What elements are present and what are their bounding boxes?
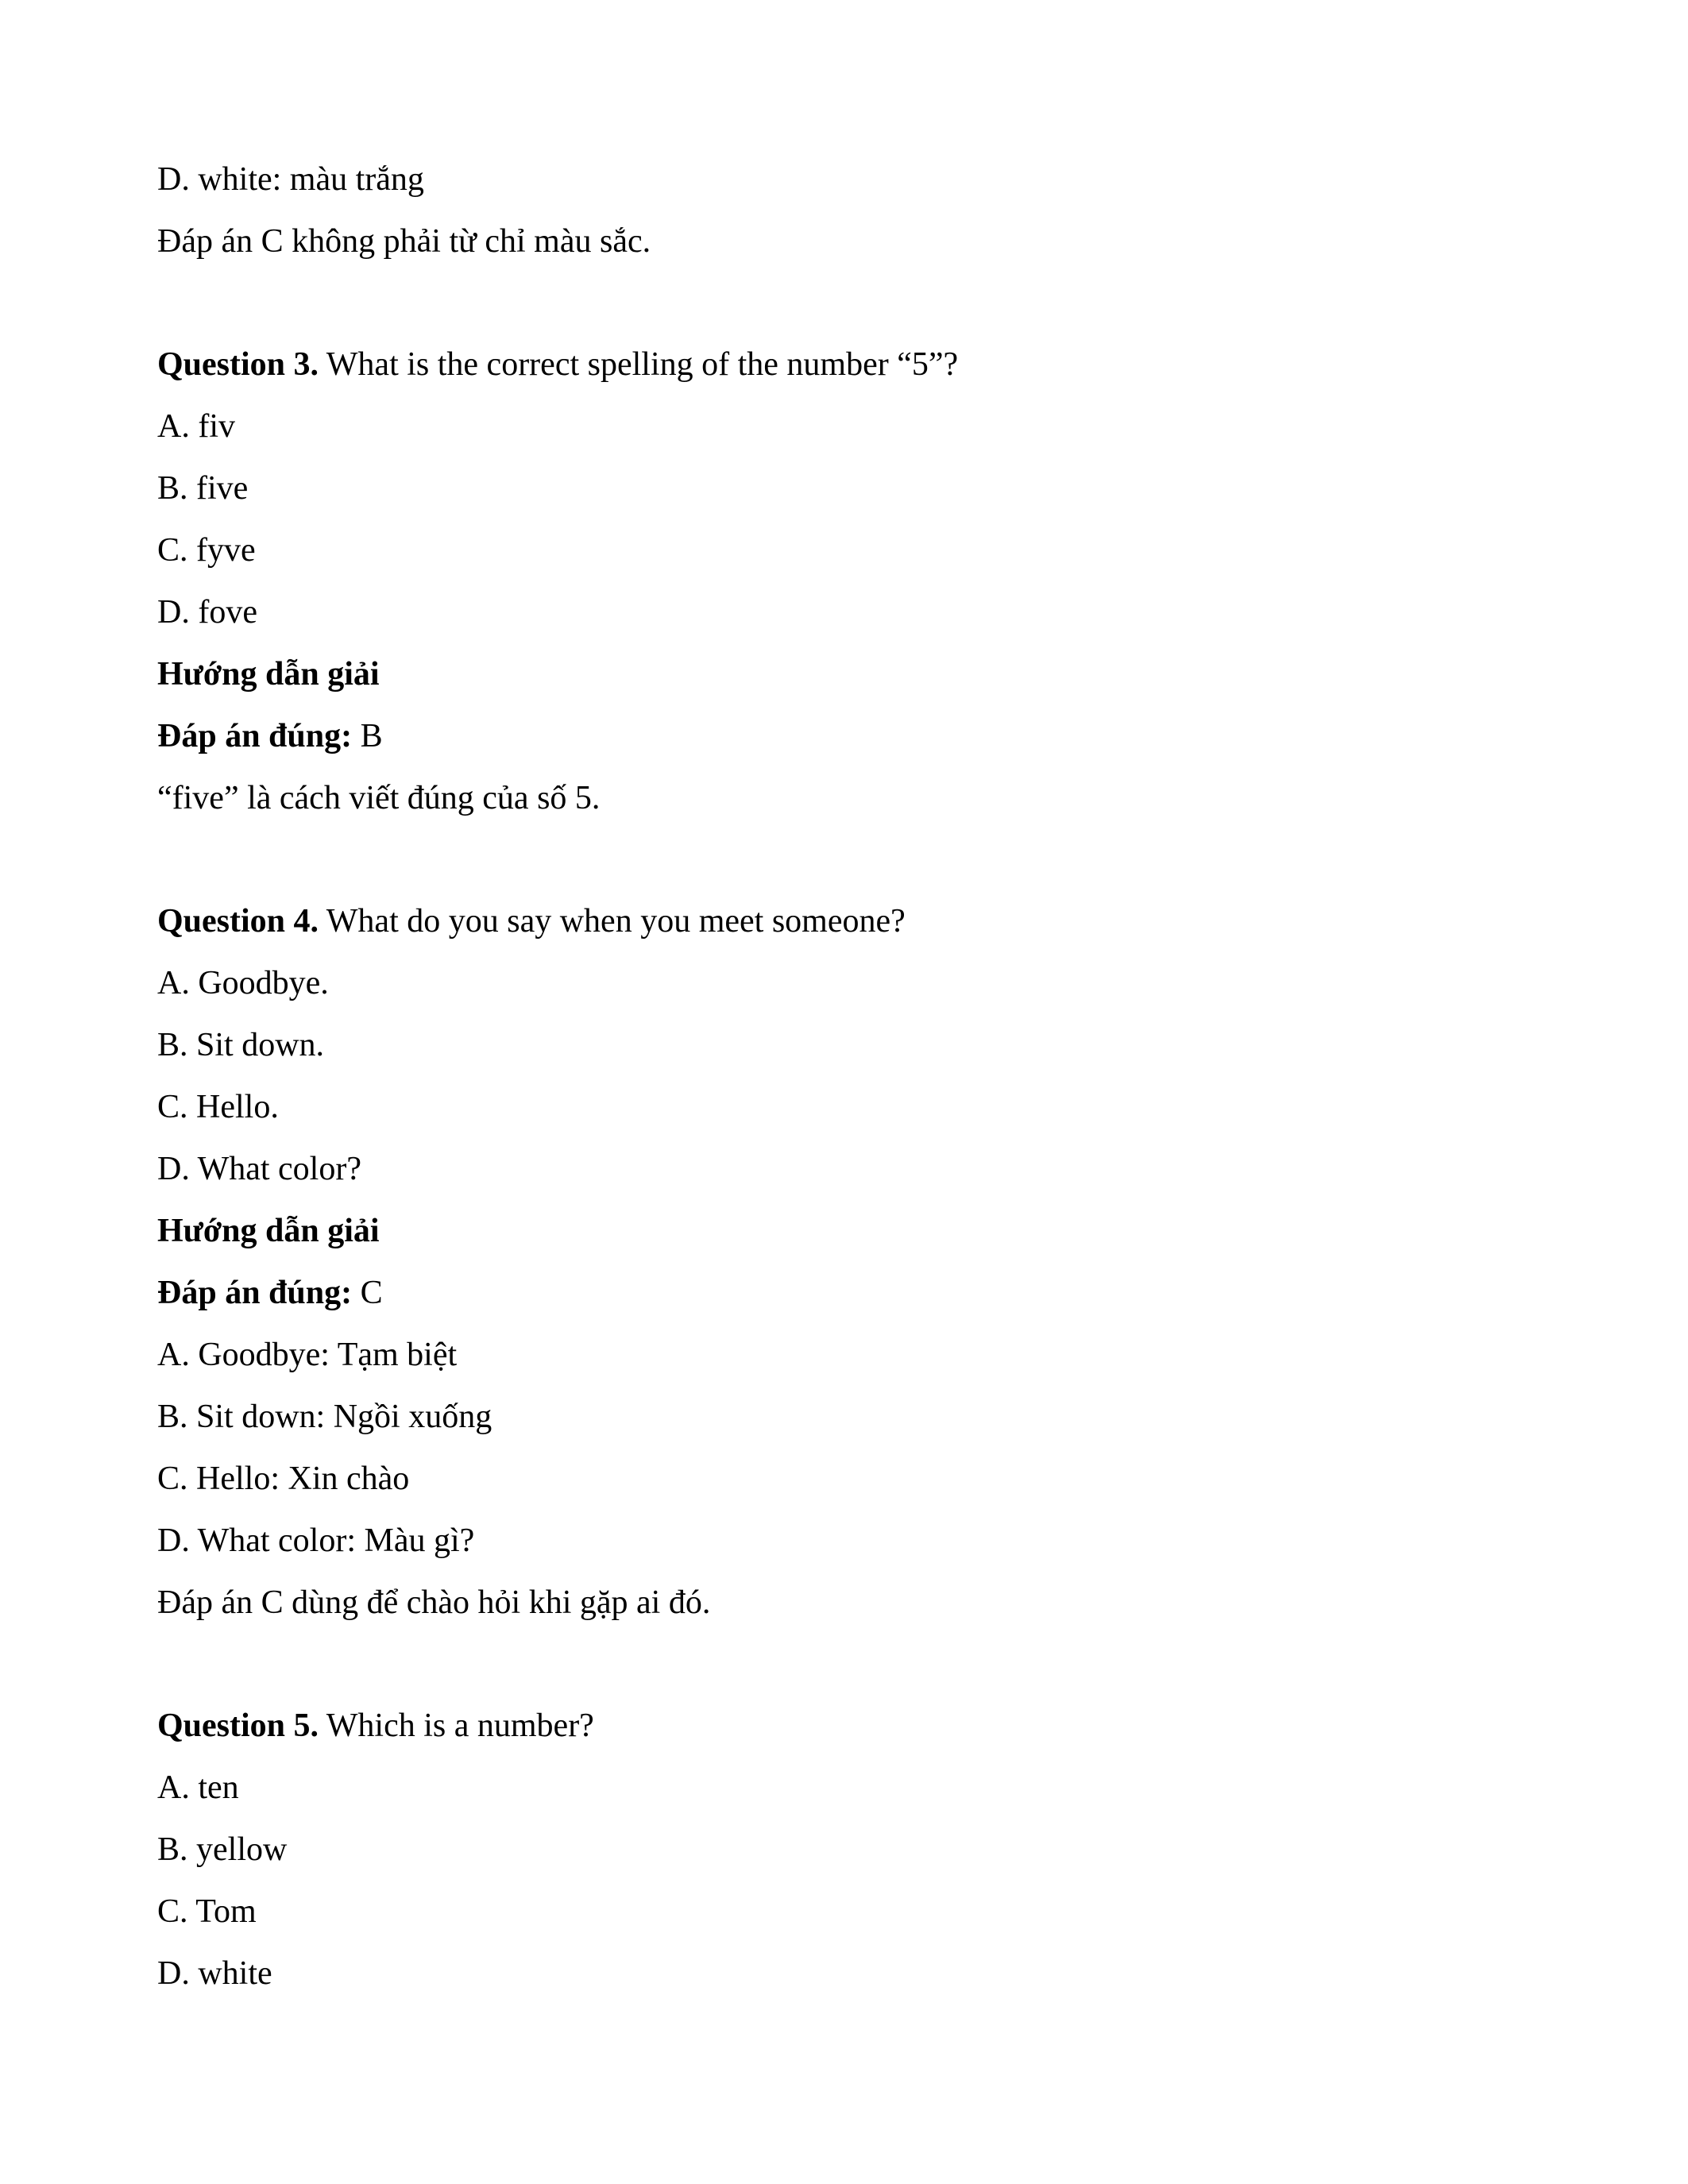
question-4-label: Question 4. <box>157 903 319 940</box>
question-5-title <box>157 1709 594 1742</box>
question-3-answer-value: B <box>360 718 383 754</box>
question-5-label: Question 5. <box>157 1707 319 1744</box>
question-4-explanation: Đáp án C dùng để chào hỏi khi gặp ai đó. <box>157 1584 711 1621</box>
question-3-explanation: “five” là cách viết đúng của số 5. <box>157 780 601 816</box>
question-5-text: Which is a number? <box>326 1707 594 1744</box>
question-4-option-b: B. Sit down. <box>157 1027 325 1063</box>
question-5-option-b: B. yellow <box>157 1831 288 1868</box>
question-3-text: What is the correct spelling of the number “5”? <box>326 346 959 383</box>
question-4-translation-d: D. What color: Màu gì? <box>157 1522 475 1559</box>
question-3-label: Question 3. <box>157 346 319 383</box>
question-3-option-a: A. fiv <box>157 408 235 445</box>
question-4-title <box>157 905 906 938</box>
question-4-option-a: A. Goodbye. <box>157 965 329 1001</box>
question-4-guide-heading: Hướng dẫn giải <box>157 1213 380 1249</box>
question-3-answer <box>157 720 383 753</box>
question-3-option-c: C. fyve <box>157 532 256 569</box>
question-3-guide-heading: Hướng dẫn giải <box>157 656 380 693</box>
question-4-translation-a: A. Goodbye: Tạm biệt <box>157 1337 458 1373</box>
prev-option-d: D. white: màu trắng <box>157 161 424 198</box>
question-3-answer-label: Đáp án đúng: <box>157 718 353 754</box>
question-5-option-c: C. Tom <box>157 1893 257 1930</box>
prev-explanation: Đáp án C không phải từ chỉ màu sắc. <box>157 223 651 260</box>
question-4-answer-value: C <box>360 1275 383 1311</box>
question-4-answer-label: Đáp án đúng: <box>157 1275 353 1311</box>
question-5-option-a: A. ten <box>157 1769 239 1806</box>
question-4-answer <box>157 1276 383 1310</box>
question-3-option-d: D. fove <box>157 594 257 631</box>
question-4-option-c: C. Hello. <box>157 1089 279 1125</box>
question-4-translation-b: B. Sit down: Ngồi xuống <box>157 1399 492 1435</box>
question-3-option-b: B. five <box>157 470 249 507</box>
question-3-title <box>157 348 958 381</box>
question-5-option-d: D. white <box>157 1955 272 1992</box>
question-4-text: What do you say when you meet someone? <box>326 903 906 940</box>
question-4-option-d: D. What color? <box>157 1151 361 1187</box>
question-4-translation-c: C. Hello: Xin chào <box>157 1461 410 1497</box>
